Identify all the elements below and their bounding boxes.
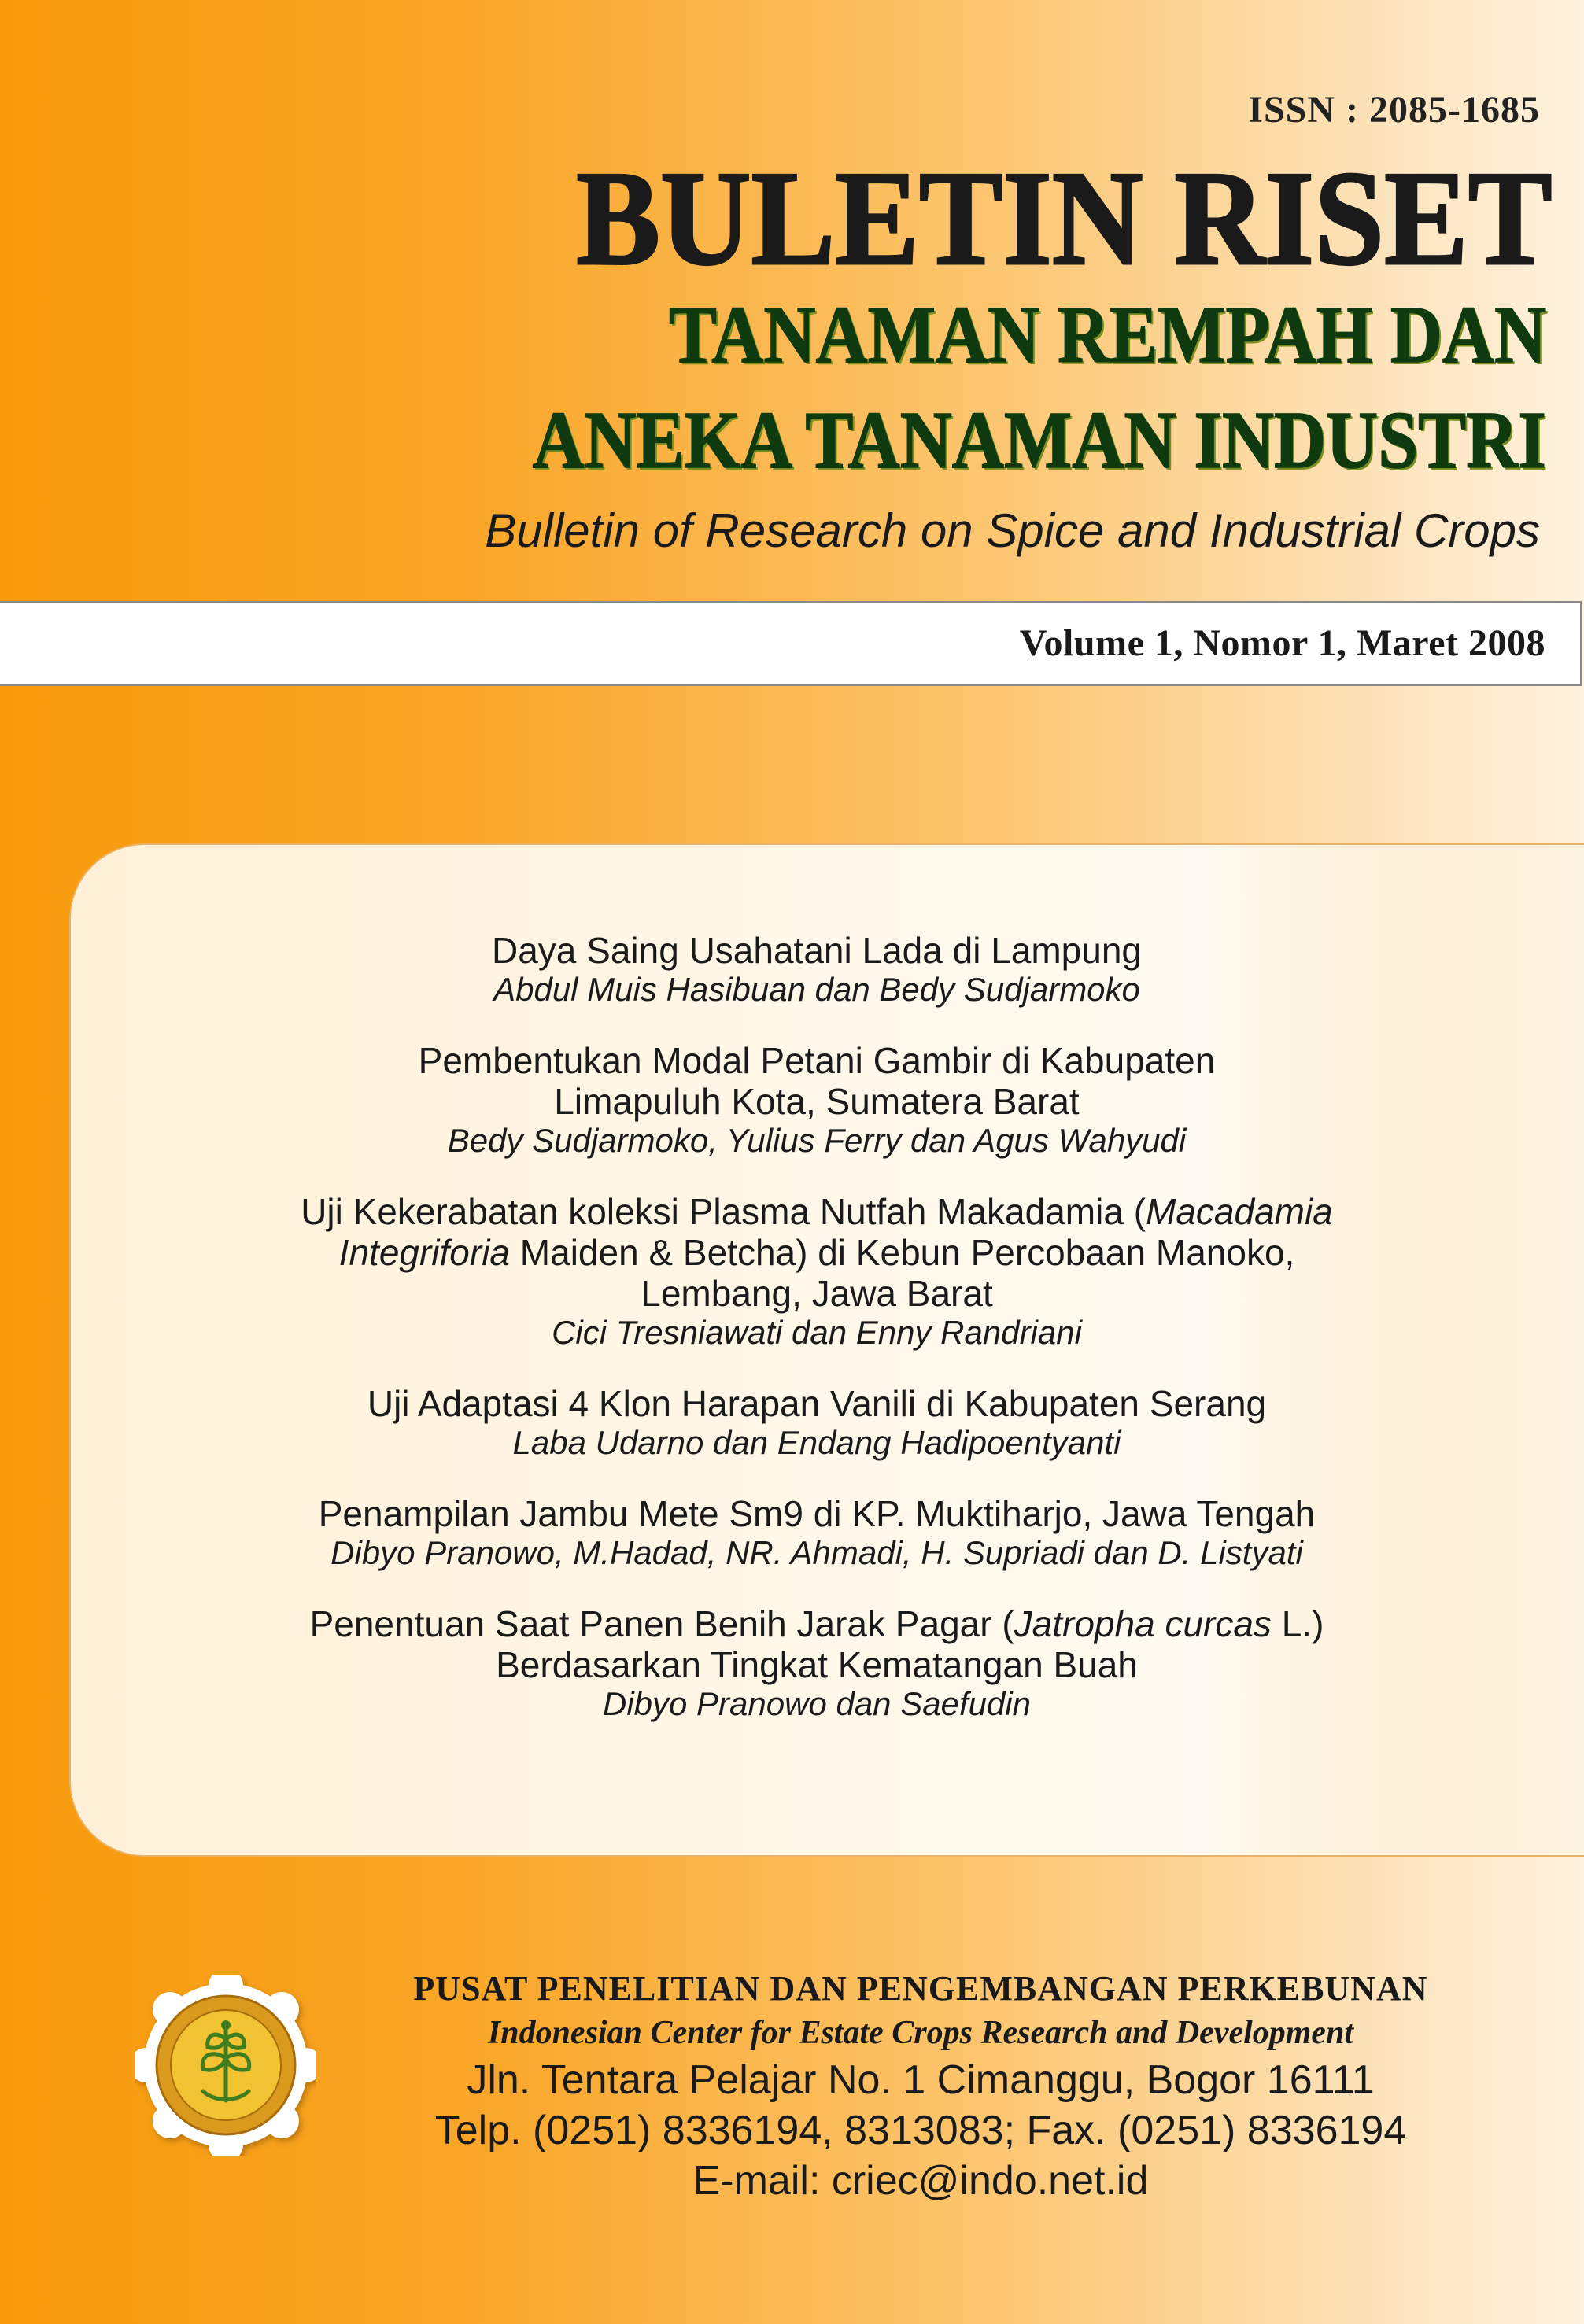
journal-subtitle-line1: TANAMAN REMPAH DAN — [668, 290, 1546, 380]
species-name: Jatropha curcas — [1014, 1603, 1272, 1644]
article-title-text: Uji Kekerabatan koleksi Plasma Nutfah Makadamia ( — [301, 1191, 1146, 1232]
article-authors: Dibyo Pranowo, M.Hadad, NR. Ahmadi, H. Supriadi dan D. Listyati — [330, 1534, 1303, 1571]
article-title-text: Maiden & Betcha) di Kebun Percobaan Manoko, — [510, 1232, 1295, 1273]
article-authors: Abdul Muis Hasibuan dan Bedy Sudjarmoko — [493, 971, 1140, 1008]
article-item — [71, 1603, 1563, 1723]
article-title-line — [71, 1191, 1563, 1232]
article-title-line — [71, 1603, 1563, 1644]
article-title: Uji Adaptasi 4 Klon Harapan Vanili di Kabupaten Serang — [367, 1383, 1267, 1424]
article-item — [71, 930, 1563, 1009]
article-item — [71, 1191, 1563, 1352]
article-title-text: Penentuan Saat Panen Benih Jarak Pagar ( — [309, 1603, 1014, 1644]
publisher-phone: Telp. (0251) 8336194, 8313083; Fax. (0251) 8336194 — [434, 2108, 1407, 2153]
publisher-name-english: Indonesian Center for Estate Crops Research and Development — [487, 2015, 1354, 2051]
publisher-address: Jln. Tentara Pelajar No. 1 Cimanggu, Bogor 16111 — [467, 2057, 1375, 2103]
article-authors: Cici Tresniawati dan Enny Randriani — [552, 1314, 1082, 1351]
journal-subtitle-line2: ANEKA TANAMAN INDUSTRI — [532, 395, 1546, 485]
article-title-line: Berdasarkan Tingkat Kematangan Buah — [496, 1644, 1138, 1685]
article-list — [71, 930, 1563, 1754]
journal-english-title: Bulletin of Research on Spice and Industrial Crops — [485, 504, 1540, 557]
article-title-line: Pembentukan Modal Petani Gambir di Kabupaten — [418, 1040, 1216, 1081]
article-item — [71, 1493, 1563, 1572]
ministry-of-agriculture-seal-icon — [135, 1975, 316, 2156]
article-title-line — [71, 1232, 1563, 1273]
species-name: Integriforia — [338, 1232, 511, 1273]
article-title-line: Limapuluh Kota, Sumatera Barat — [554, 1081, 1080, 1122]
publisher-email: E-mail: criec@indo.net.id — [692, 2158, 1149, 2204]
article-authors: Dibyo Pranowo dan Saefudin — [602, 1685, 1032, 1722]
article-authors: Bedy Sudjarmoko, Yulius Ferry dan Agus Wahyudi — [447, 1122, 1187, 1159]
table-of-contents — [69, 843, 1584, 1857]
article-item — [71, 1383, 1563, 1462]
volume-info: Volume 1, Nomor 1, Maret 2008 — [1019, 622, 1545, 664]
article-item — [71, 1040, 1563, 1160]
article-title: Penampilan Jambu Mete Sm9 di KP. Muktiharjo, Jawa Tengah — [318, 1493, 1316, 1534]
volume-band — [0, 601, 1582, 686]
article-title: Daya Saing Usahatani Lada di Lampung — [491, 930, 1143, 971]
journal-title: BULETIN RISET — [576, 144, 1553, 293]
publisher-info — [330, 1967, 1511, 2206]
publisher-name: PUSAT PENELITIAN DAN PENGEMBANGAN PERKEBUNAN — [413, 1969, 1428, 2008]
article-title-line: Lembang, Jawa Barat — [641, 1273, 993, 1314]
article-title-text: L.) — [1271, 1603, 1324, 1644]
article-authors: Laba Udarno dan Endang Hadipoentyanti — [512, 1424, 1121, 1461]
issn-number: ISSN : 2085-1685 — [1248, 89, 1540, 131]
species-name: Macadamia — [1146, 1191, 1333, 1232]
